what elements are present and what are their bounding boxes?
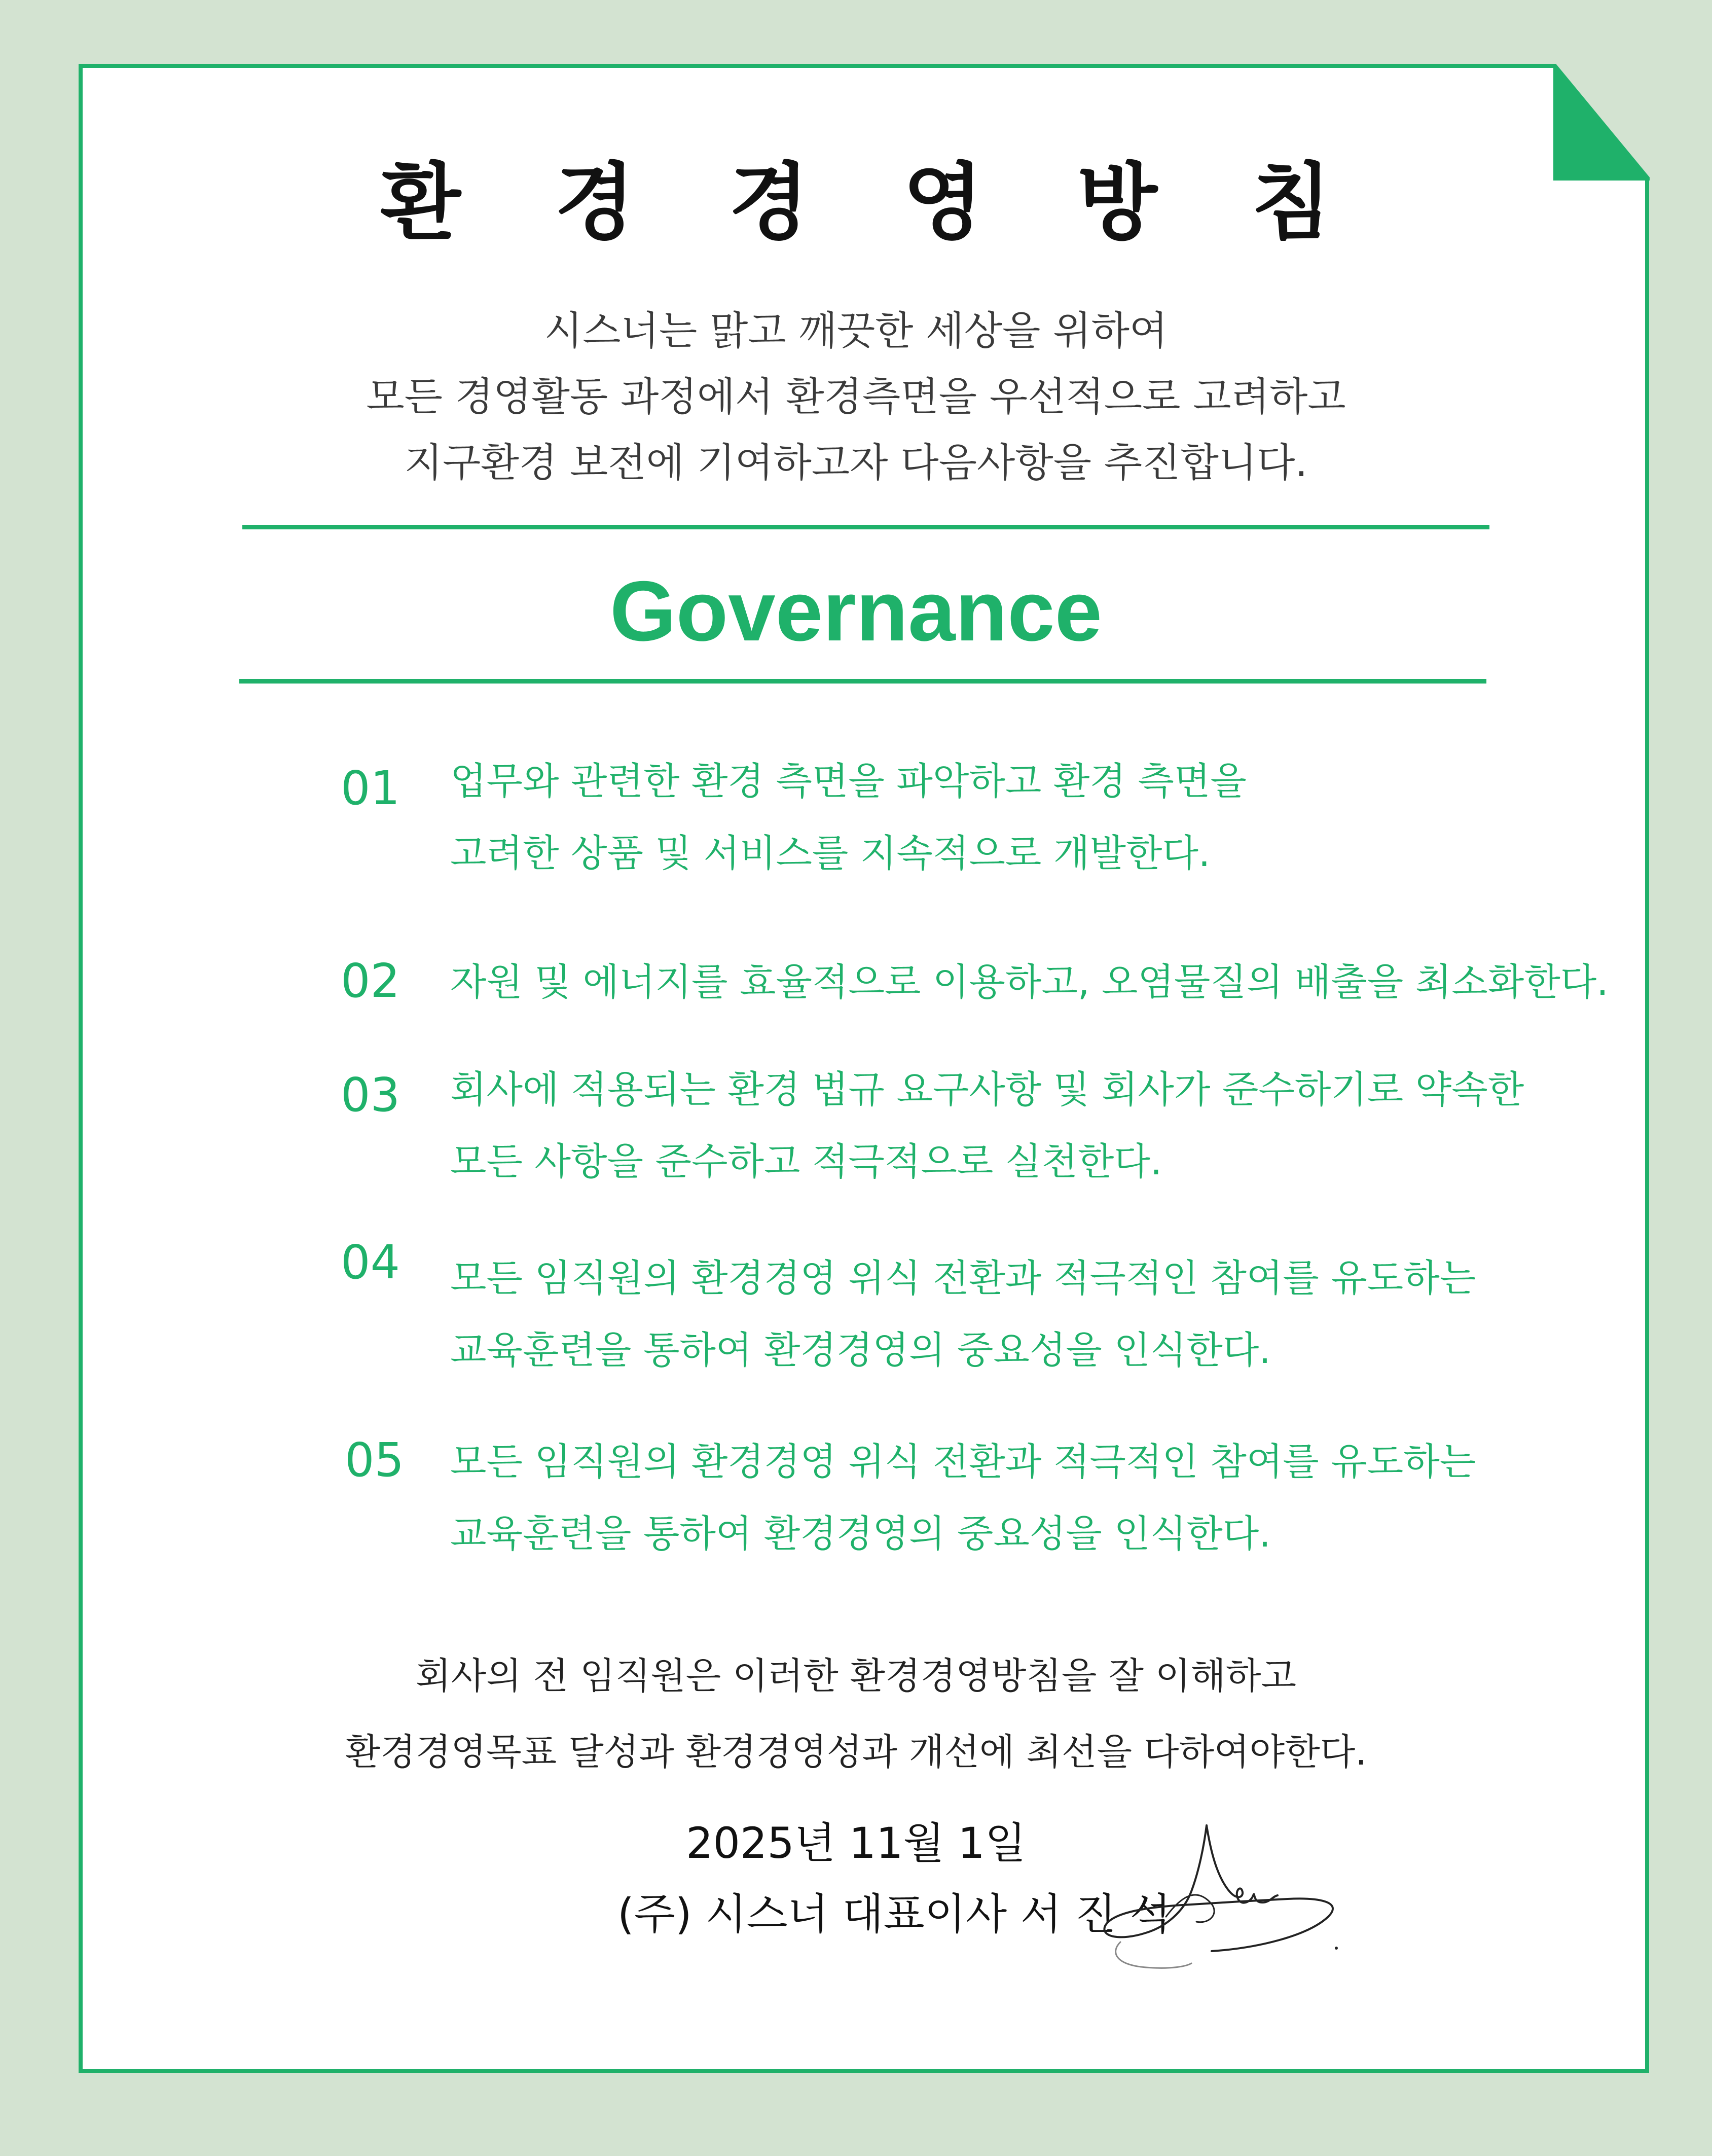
signature-image: [1090, 1815, 1354, 1978]
section-title: Governance: [609, 563, 1103, 659]
divider-top: [242, 525, 1489, 529]
intro-paragraph: [0, 298, 1712, 496]
divider-bottom: [239, 679, 1486, 684]
intro-line: 모든 경영활동 과정에서 환경측면을 우선적으로 고려하고: [366, 374, 1346, 420]
intro-line: 시스너는 맑고 깨끗한 세상을 위하여: [544, 308, 1168, 354]
item-line: 자원 및 에너지를 효율적으로 이용하고, 오염물질의 배출을 최소화한다.: [450, 960, 1609, 1004]
closing-line: 회사의 전 임직원은 이러한 환경경영방침을 잘 이해하고: [415, 1655, 1297, 1697]
item-line: 교육훈련을 통하여 환경경영의 중요성을 인식한다.: [450, 1512, 1271, 1556]
item-text: [450, 1242, 1476, 1386]
item-text: [450, 745, 1247, 889]
item-line: 모든 임직원의 환경경영 위식 전환과 적극적인 참여를 유도하는: [450, 1256, 1476, 1300]
item-line: 모든 사항을 준수하고 적극적으로 실천한다.: [450, 1140, 1162, 1183]
item-number: 02: [341, 954, 400, 1008]
issue-date: 2025년 11월 1일: [686, 1818, 1026, 1868]
signer-name: (주) 시스너 대표이사 서 진 석: [617, 1889, 1171, 1939]
document-title: 환 경 경 영 방 침: [380, 154, 1364, 251]
closing-paragraph: [0, 1638, 1712, 1790]
item-line: 고려한 상품 및 서비스를 지속적으로 개발한다.: [450, 832, 1211, 875]
item-line: 회사에 적용되는 환경 법규 요구사항 및 회사가 준수하기로 약속한: [450, 1068, 1524, 1111]
item-number: 05: [345, 1433, 405, 1487]
item-number: 03: [341, 1068, 400, 1122]
item-text: [450, 1426, 1476, 1570]
item-line: 업무와 관련한 환경 측면을 파악하고 환경 측면을: [450, 760, 1247, 803]
item-line: 교육훈련을 통하여 환경경영의 중요성을 인식한다.: [450, 1328, 1271, 1372]
item-text: [450, 946, 1609, 1018]
item-number: 01: [341, 761, 400, 815]
item-line: 모든 임직원의 환경경영 위식 전환과 적극적인 참여를 유도하는: [450, 1440, 1476, 1484]
intro-line: 지구환경 보전에 기여하고자 다음사항을 추진합니다.: [404, 440, 1308, 486]
item-number: 04: [341, 1235, 400, 1289]
item-text: [450, 1054, 1524, 1198]
closing-line: 환경경영목표 달성과 환경경영성과 개선에 최선을 다하여야한다.: [345, 1731, 1367, 1773]
